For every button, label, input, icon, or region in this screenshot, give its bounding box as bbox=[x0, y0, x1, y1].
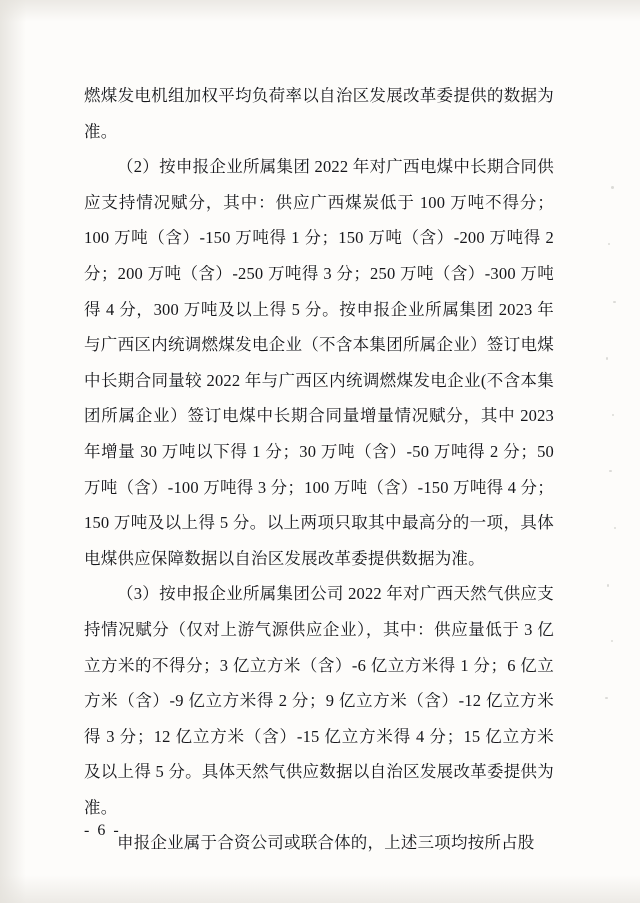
scan-speckle bbox=[611, 640, 613, 642]
scan-speckle bbox=[606, 357, 608, 360]
page-body bbox=[84, 78, 554, 861]
scan-speckle bbox=[607, 584, 609, 587]
scan-speckle bbox=[613, 301, 616, 303]
scan-speckle bbox=[611, 186, 614, 189]
page-edge-shadow-top bbox=[0, 0, 640, 22]
scan-speckle bbox=[612, 414, 614, 416]
paragraph-continuation: 燃煤发电机组加权平均负荷率以自治区发展改革委提供的数据为准。 bbox=[84, 86, 554, 141]
scan-speckle bbox=[608, 243, 610, 245]
scan-speckle bbox=[614, 527, 616, 529]
page-edge-shadow-bottom bbox=[0, 875, 640, 903]
scan-speckle bbox=[605, 697, 608, 699]
paragraph-joint-venture: 申报企业属于合资公司或联合体的，上述三项均按所占股 bbox=[117, 833, 535, 853]
page-edge-shadow-left bbox=[0, 0, 26, 903]
paragraph-item-3: （3）按申报企业所属集团公司 2022 年对广西天然气供应支持情况赋分（仅对上游气源供应企业），其中：供应量低于 3 亿立方米的不得分；3 亿立方米（含）-6 亿立方米得 1 分；6 亿立方米（含）-9 亿立方米得 2 分；9 亿立方米（含）-12 亿立方米得 3 分；12 亿立方米（含）-15 亿立方米得 4 分；15 亿立方米及以上得 5 分。具体天然气供应数据以自治区发展改革委提供为准。 bbox=[84, 584, 554, 817]
paragraph-item-2: （2）按申报企业所属集团 2022 年对广西电煤中长期合同供应支持情况赋分，其中：供应广西煤炭低于 100 万吨不得分；100 万吨（含）-150 万吨得 1 分；150 万吨（含）-200 万吨得 2 分；200 万吨（含）-250 万吨得 3 分；250 万吨（含）-300 万吨得 4 分，300 万吨及以上得 5 分。按申报企业所属集团 2023 年与广西区内统调燃煤发电企业（不含本集团所属企业）签订电煤中长期合同量较 2022 年与广西区内统调燃煤发电企业(不含本集团所属企业）签订电煤中长期合同量增量情况赋分，其中 2023 年增量 30 万吨以下得 1 分；30 万吨（含）-50 万吨得 2 分；50 万吨（含）-100 万吨得 3 分；100 万吨（含）-150 万吨得 4 分；150 万吨及以上得 5 分。以上两项只取其中最高分的一项，具体电煤供应保障数据以自治区发展改革委提供数据为准。 bbox=[84, 157, 554, 568]
page-number: - 6 - bbox=[84, 822, 121, 839]
scan-speckle bbox=[609, 470, 612, 472]
